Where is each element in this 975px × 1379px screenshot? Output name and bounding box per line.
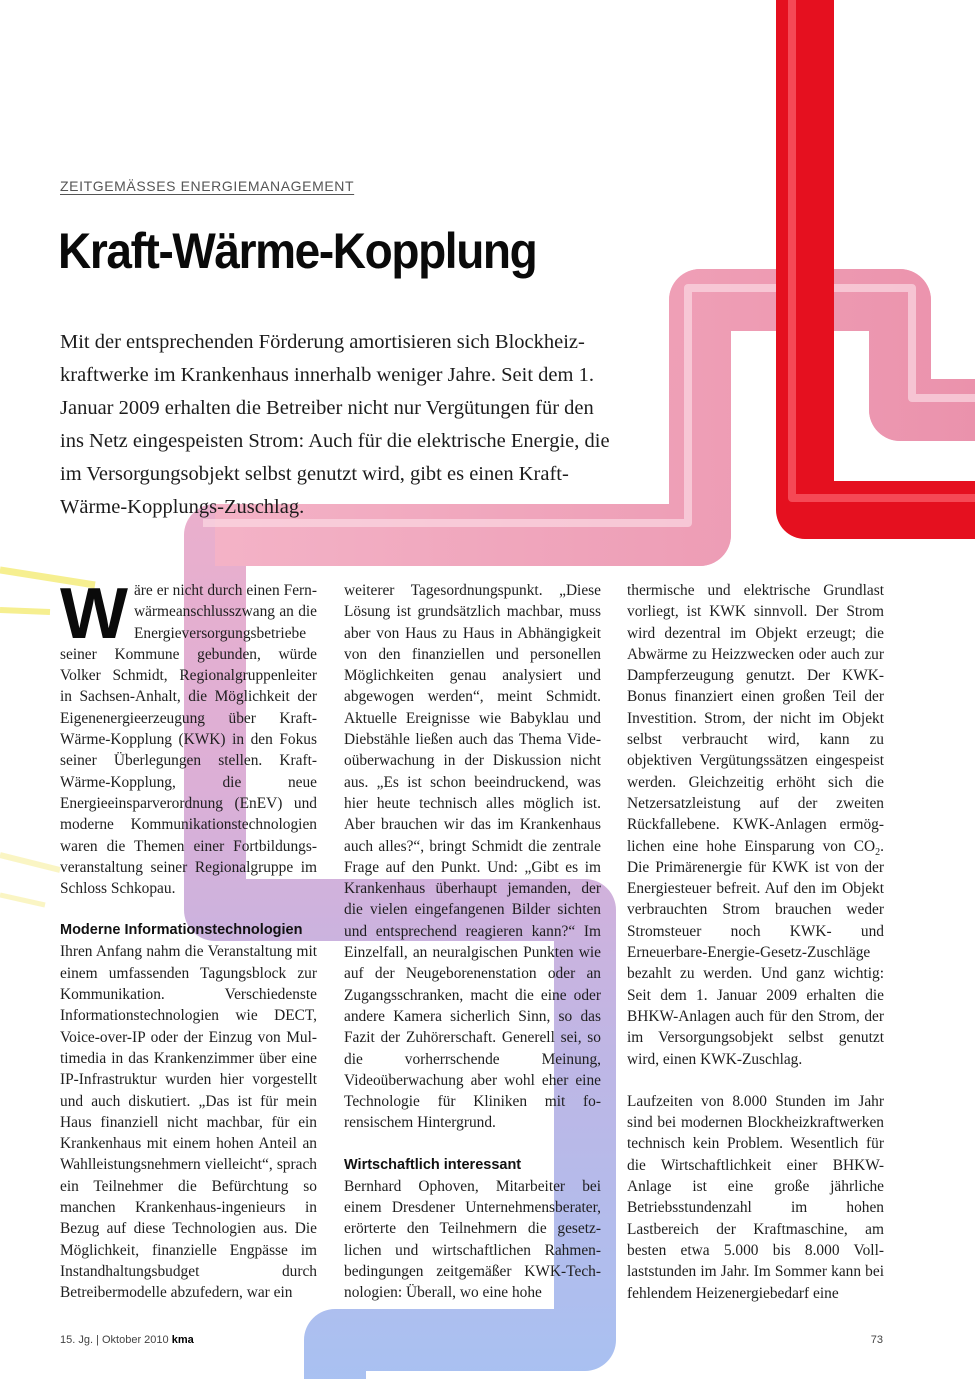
paragraph: Ihren Anfang nahm die Veranstaltung mit einem umfassenden Tagungsblock zur Kommunikation. Verschiedenste Informationstechnologien wie DECT, Voice-over-IP oder der Einzug von Multimedia in das Krankenzimmer über eine IP-Infrastruktur wurden hier vorgestellt und auch diskutiert. „Das ist für mein Haus finanziell nicht machbar, für ein Krankenhaus mit einem hohen Anteil an Wahlleistungsnehmern vielleicht“, sprach ein Teilnehmer die Befürchtung so manchen Krankenhaus-ingenieurs in Bezug auf diese Technologien aus. Die Möglichkeit, finanzielle Engpässe im Instandhaltungsbudget durch Betreibermodelle abzufedern, war ein — [60, 943, 317, 1302]
paragraph-gap — [627, 1070, 884, 1091]
text-column-1 — [60, 574, 317, 1304]
paragraph: Bernhard Ophoven, Mitarbeiter bei einem Dresdener Unternehmensberater, erörterte den Teilnehmern die gesetzlichen und wirtschaftlichen Rahmenbedingungen zeitgemäßer KWK-Technologien: Überall, wo eine hohe — [344, 1177, 601, 1302]
section-kicker: ZEITGEMÄSSES ENERGIEMANAGEMENT — [60, 178, 355, 194]
paragraph — [627, 580, 884, 1070]
paragraph-text: äre er nicht durch einen Fernwärmeanschlusszwang an die Energieversorgungsbetriebe seiner Kommune gebunden, würde Volker Schmidt, Regionalgruppenleiter in Sachsen-Anhalt, die Möglichkeit der Eigenenergieerzeugung über Kraft-Wärme-Kopplung (KWK) in den Fokus seiner Überlegungen stellen. Kraft-Wärme-Kopplung, die neue Energieeinsparverordnung (EnEV) und moderne Kommunikationstechnologien waren die Themen einer Fortbildungsveranstaltung seiner Regionalgruppe im Schloss Schkopau. — [60, 582, 317, 898]
magazine-logo: kma — [171, 1334, 194, 1346]
subheading: Moderne Informationstechnologien — [60, 922, 303, 939]
footer-issue-info — [60, 1334, 194, 1346]
article-lead: Mit der entsprechenden Förderung amortisieren sich Blockheizkraftwerke im Krankenhaus innerhalb weniger Jahre. Seit dem 1. Januar 2009 erhalten die Betreiber nicht nur Vergütungen für den ins Netz eingespeisten Strom: Auch für die elektrische Energie, die im Versorgungsobjekt selbst genutzt wird, gibt es einen Kraft-Wärme-Kopplungs-Zuschlag. — [60, 331, 610, 518]
text-column-3 — [627, 580, 884, 1304]
paragraph — [60, 574, 317, 899]
subheading: Wirtschaftlich interessant — [344, 1156, 522, 1173]
text-column-2 — [344, 580, 601, 1304]
paragraph-text: thermische und elektrische Grundlast vorliegt, ist KWK sinnvoll. Der Strom wird dezentral im Objekt erzeugt; die Abwärme zu Heizzwecken oder auch zur Dampferzeugung genutzt. Der KWK-Bonus finanziert einen großen Teil der Investition. Strom, der nicht im Objekt selbst verbraucht wird, kann zu objektiven Vergütungssätzen eingespeist werden. Gleichzeitig erhöht sich die Netzersatzleistung auf der zweiten Rückfallebene. KWK-Anlagen ermöglichen eine hohe Einsparung von CO — [627, 582, 884, 855]
issue-text: 15. Jg. | Oktober 2010 — [60, 1334, 169, 1346]
drop-cap: W — [60, 574, 128, 654]
article-headline: Kraft-Wärme-Kopplung — [58, 223, 537, 279]
paragraph: weiterer Tagesordnungspunkt. „Diese Lösung ist grundsätzlich machbar, muss aber von Haus zu Haus in Abhängigkeit von den finanziellen und personellen Möglichkeiten genau analysiert und abgewogen werden“, meint Schmidt. Aktuelle Ereignisse wie Babyklau und Diebstähle ließen auch das Thema Videoüberwachung in der Diskussion nicht aus. „Es ist schon beeindruckend, was hier heute technisch alles möglich ist. Aber brauchen wir das im Krankenhaus auch alles?“, bringt Schmidt die zentrale Frage auf den Punkt. Und: „Gibt es im Krankenhaus überhaupt jemanden, der die vielen eingefangenen Bilder sichten und entsprechend reagieren kann?“ Im Einzelfall, an neuralgischen Punkten wie auf der Neugeborenenstation oder an Zugangsschranken, macht die eine oder andere Kamera sicherlich Sinn, so das Fazit der Zuhörerschaft. Generell sei, so die vorherrschende Meinung, Videoüberwachung aber wohl eher eine Technologie für Kliniken mit forensischem Hintergrund. — [344, 582, 601, 1132]
paragraph-text: . Die Primärenergie für KWK ist von der Energiesteuer befreit. Auf den im Objekt verbrauchten Strom brauchen weder Stromsteuer noch KWK- und Erneuerbare-Energie-Gesetz-Zuschläge bezahlt zu werden. Und ganz wichtig: Seit dem 1. Januar 2009 erhalten die BHKW-Anlagen auch für den Strom, der im Versorgungsobjekt selbst genutzt wird, einen KWK-Zuschlag. — [627, 837, 884, 1068]
paragraph: Laufzeiten von 8.000 Stunden im Jahr sind bei modernen Blockheizkraftwerken technisch kein Problem. Wesentlich für die Wirtschaftlichkeit einer BHKW-Anlage ist eine große jährliche Betriebsstundenzahl im hohen Lastbereich der Kraftmaschine, am besten etwa 5.000 bis 8.000 Volllaststunden im Jahr. Im Sommer kann bei fehlendem Heizenergiebedarf eine — [627, 1092, 884, 1302]
subscript: 2 — [875, 846, 881, 858]
page-number: 73 — [870, 1334, 883, 1346]
